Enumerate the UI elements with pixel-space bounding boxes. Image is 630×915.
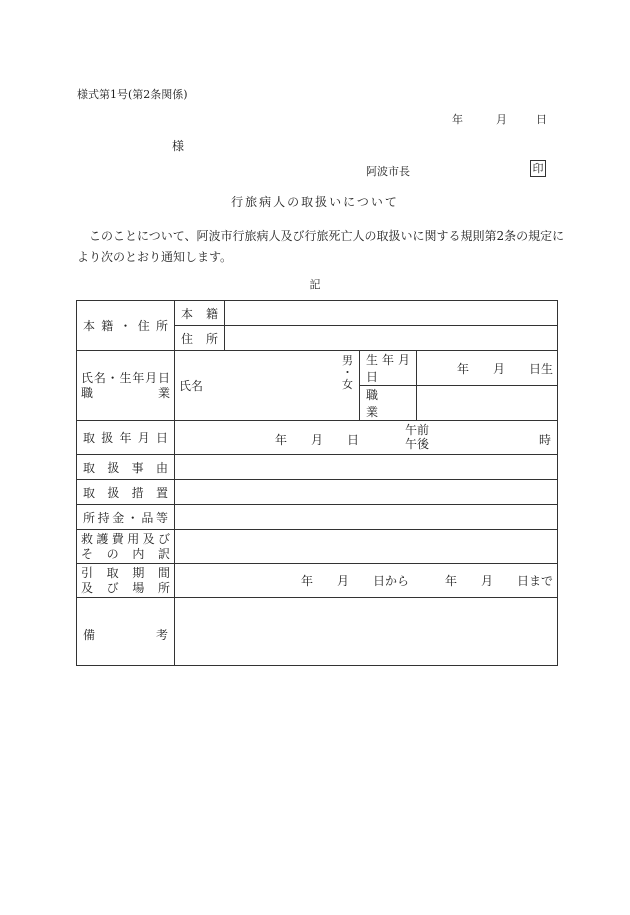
reason-field[interactable] (175, 455, 558, 480)
occupation-label: 職 業 (360, 386, 417, 421)
dob-field[interactable]: 年 月 日生 (417, 351, 558, 386)
name-dob-label: 氏名・生年月日 (81, 370, 170, 385)
address-field[interactable] (225, 326, 558, 351)
seal-mark: 印 (530, 160, 546, 177)
cost-label-line1: 救護費用及び (81, 531, 170, 546)
belongings-label: 所持金・品等 (77, 505, 175, 530)
belongings-field[interactable] (175, 505, 558, 530)
dob-label: 生年月日 (360, 351, 417, 386)
measures-field[interactable] (175, 480, 558, 505)
reason-label: 取扱事由 (77, 455, 175, 480)
cost-field[interactable] (175, 530, 558, 564)
handling-date-field[interactable] (175, 421, 558, 455)
registry-field[interactable] (225, 301, 558, 326)
occupation-row-label: 職業 (81, 385, 170, 400)
am-option[interactable]: 午前 (405, 423, 430, 437)
form-number: 様式第1号(第2条関係) (77, 88, 188, 101)
measures-label: 取扱措置 (77, 480, 175, 505)
cost-label-line2: その内訳 (81, 546, 170, 561)
pm-option[interactable]: 午後 (405, 437, 430, 451)
male-option[interactable]: 男 (342, 354, 353, 367)
name-field[interactable] (175, 351, 360, 421)
name-dob-occupation-label (77, 351, 175, 421)
ki-mark: 記 (309, 278, 321, 291)
pickup-label-line1: 引取期間 (81, 565, 170, 580)
pickup-field[interactable]: 年 月 日から 年 月 日まで (175, 564, 558, 598)
cost-label (77, 530, 175, 564)
sex-dot: ・ (342, 366, 353, 379)
date-line (452, 111, 547, 127)
remarks-label: 備考 (77, 598, 175, 666)
document-title: 行旅病人の取扱いについて (231, 195, 399, 209)
sex-selector[interactable] (342, 355, 356, 391)
pickup-label-line2: 及び場所 (81, 580, 170, 595)
am-pm-selector[interactable] (405, 423, 429, 451)
notice-form-table (76, 300, 558, 666)
body-text: このことについて、阿波市行旅病人及び行旅死亡人の取扱いに関する規則第2条の規定により次のとおり通知します。 (77, 229, 565, 264)
female-option[interactable]: 女 (342, 378, 353, 391)
name-prefix: 氏名 (179, 379, 204, 393)
handling-date-label: 取扱年月日 (77, 421, 175, 455)
handling-date-value: 年 月 日 (275, 433, 360, 447)
pickup-label (77, 564, 175, 598)
sender-name: 阿波市長 (366, 165, 410, 178)
date-month: 月 (496, 113, 507, 126)
occupation-field[interactable] (417, 386, 558, 421)
hour-unit: 時 (538, 433, 551, 447)
addressee-suffix: 様 (172, 139, 185, 153)
registry-address-label: 本籍・住所 (77, 301, 175, 351)
date-day: 日 (536, 113, 547, 126)
remarks-field[interactable] (175, 598, 558, 666)
registry-label: 本 籍 (175, 301, 225, 326)
address-label: 住 所 (175, 326, 225, 351)
date-year: 年 (452, 113, 463, 126)
